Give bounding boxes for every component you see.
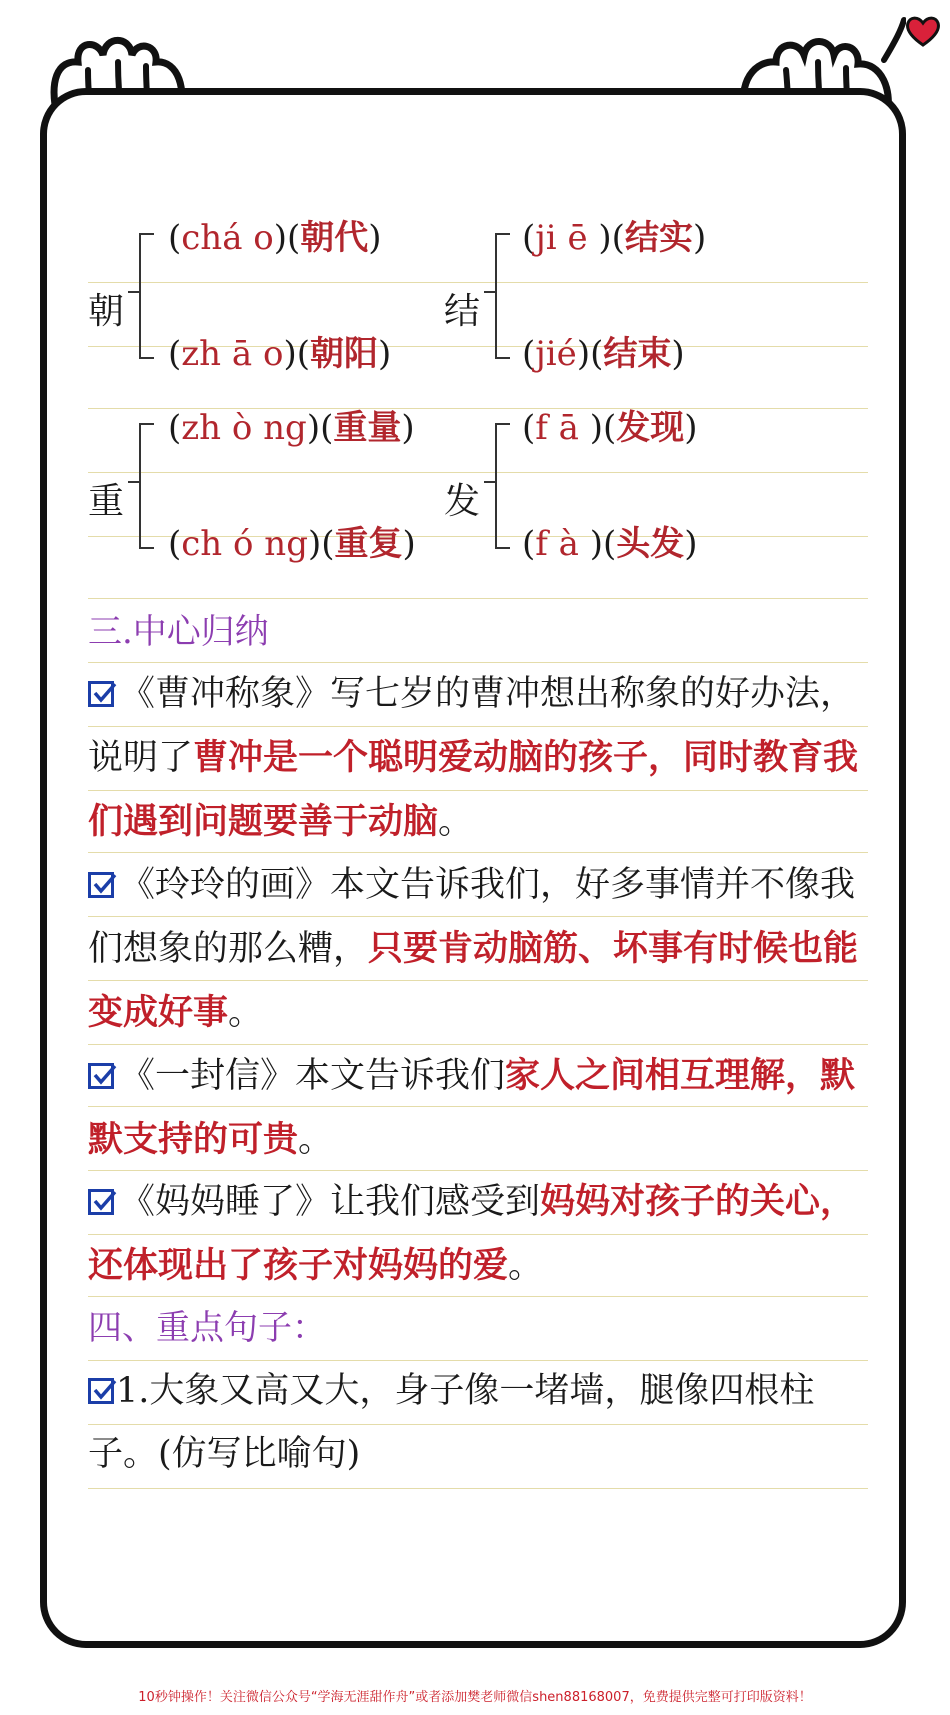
reading-top: (f ā )(发现) [522,408,698,448]
reading-bottom: (zh ā o)(朝阳) [168,334,392,374]
summary-item: 《曹冲称象》写七岁的曹冲想出称象的好办法，说明了曹冲是一个聪明爱动脑的孩子，同时教育我们遇到问题要善于动脑。 [88,674,859,842]
polyphone-char: 结 [444,291,481,332]
reading-bottom: (jié)(结束) [522,334,685,374]
reading-top: (ji ē )(结实) [522,218,707,258]
reading-bottom: (ch ó ng)(重复) [168,524,416,564]
reading-bottom: (f à )(头发) [522,524,698,564]
section-title: 四、重点句子： [88,1308,326,1348]
polyphone-char: 发 [444,481,481,522]
section-title: 三.中心归纳 [88,612,269,652]
brace-icon [126,232,158,360]
footer-note: 10秒钟操作！关注微信公众号“学海无涯甜作舟”或者添加樊老师微信shen88168007，免费提供完整可打印版资料！ [138,1690,812,1705]
checkbox-icon [88,1378,114,1404]
key-sentence: 1.大象又高又大，身子像一堵墙，腿像四根柱子。(仿写比喻句) [88,1371,815,1474]
checkbox-icon [88,872,114,898]
brace-icon [482,422,514,550]
brace-icon [126,422,158,550]
checkbox-icon [88,1063,114,1089]
summary-item: 《妈妈睡了》让我们感受到妈妈对孩子的关心，还体现出了孩子对妈妈的爱。 [88,1181,856,1286]
polyphone-char: 朝 [88,291,125,332]
brace-icon [482,232,514,360]
checkbox-icon [88,681,114,707]
summary-item: 《一封信》本文告诉我们家人之间相互理解，默默支持的可贵。 [88,1055,856,1160]
polyphone-char: 重 [88,481,125,522]
reading-top: (chá o)(朝代) [168,218,382,258]
checkbox-icon [88,1189,114,1215]
summary-item: 《玲玲的画》本文告诉我们，好多事情并不像我们想象的那么糟，只要肯动脑筋、坏事有时候也能变成好事。 [88,865,859,1033]
heart-icon [905,14,941,48]
reading-top: (zh ò ng)(重量) [168,408,415,448]
